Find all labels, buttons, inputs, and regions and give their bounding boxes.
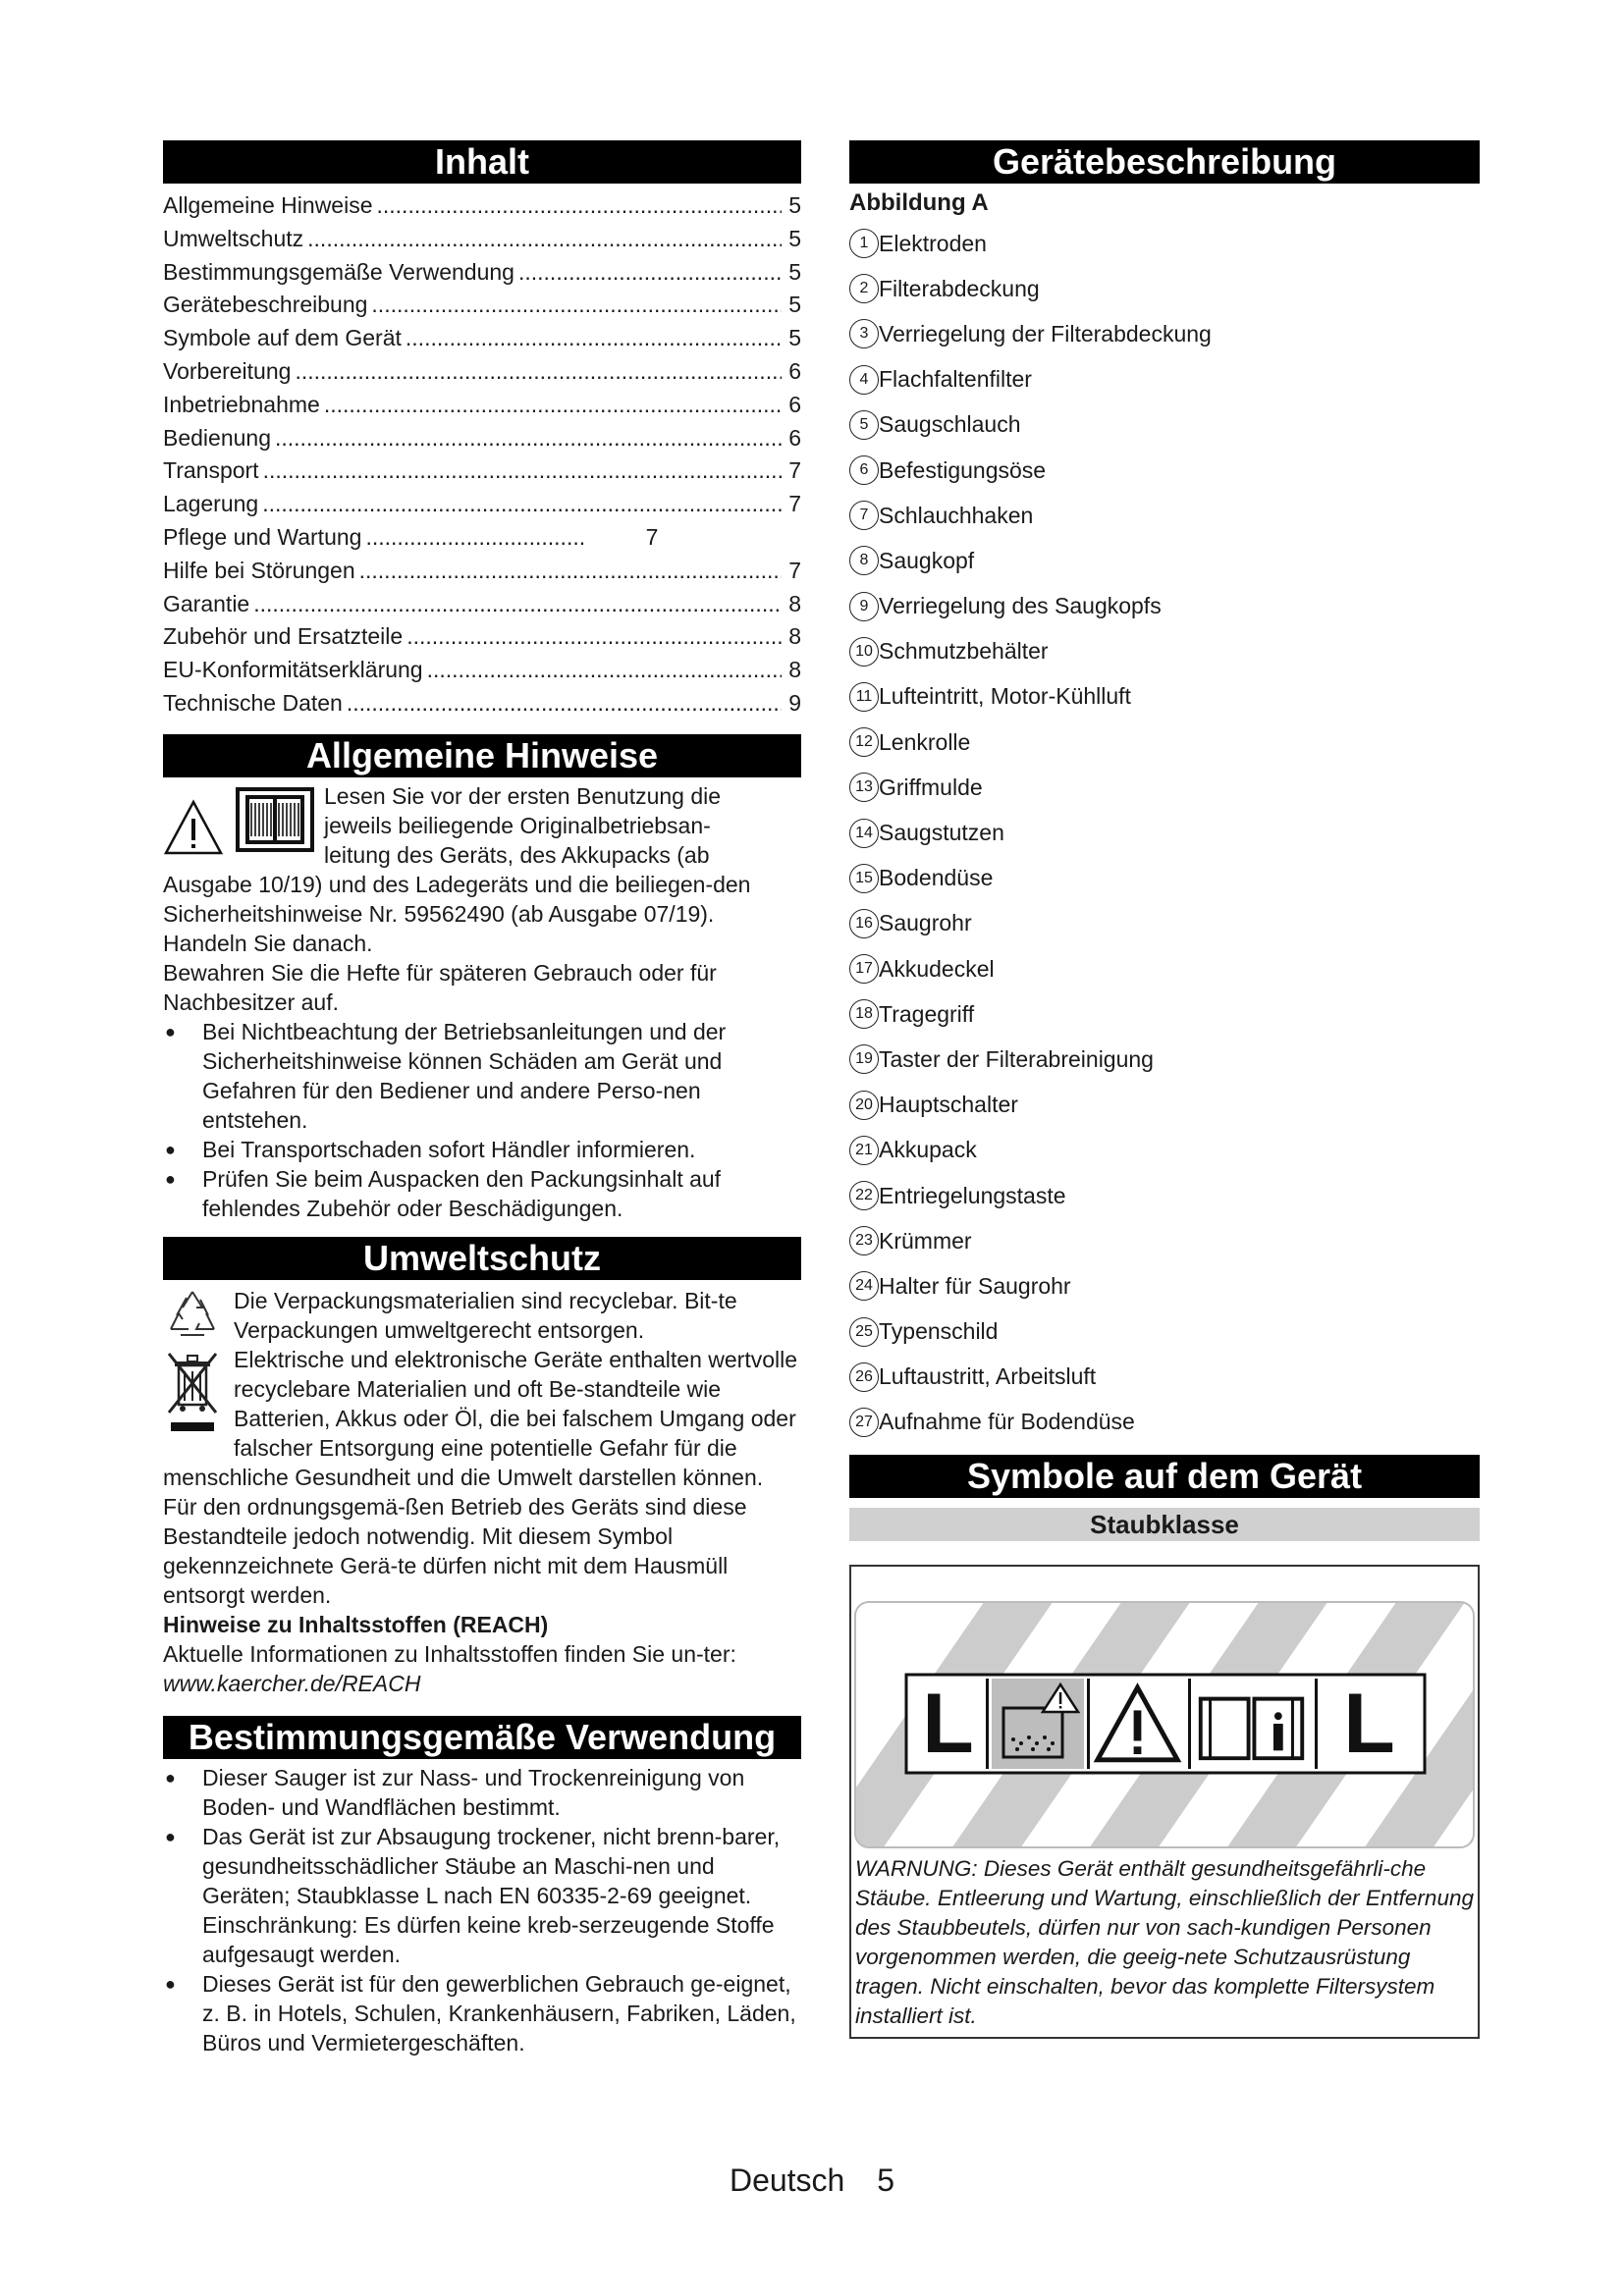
list-item — [849, 946, 1480, 991]
toc-entry-page: 6 — [788, 391, 801, 417]
item-label: Verriegelung des Saugkopfs — [879, 593, 1162, 619]
list-item: ● Bei Transportschaden sofort Händler informieren. — [163, 1135, 801, 1164]
item-number-badge: 10 — [849, 637, 879, 667]
general-notes-body — [163, 781, 801, 1223]
list-item: ● Dieses Gerät ist für den gewerblichen Gebrauch ge-eignet, z. B. in Hotels, Schulen, Krankenhäusern, Fabriken, Läden, Büros und Vermietergeschäften. — [163, 1969, 801, 2057]
list-item — [849, 311, 1480, 356]
toc-entry-page: 5 — [788, 258, 801, 285]
toc-leader-dots — [359, 555, 782, 588]
list-item — [849, 1355, 1480, 1400]
list-item — [849, 266, 1480, 311]
table-of-contents — [163, 189, 801, 721]
toc-entry-label: Inbetriebnahme — [163, 391, 320, 417]
item-number-badge: 3 — [849, 319, 879, 348]
item-number-badge: 2 — [849, 274, 879, 303]
toc-leader-dots — [307, 223, 782, 256]
environment-electronics: Elektrische und elektronische Geräte enthalten wertvolle recyclebare Materialien und oft Be-standteile wie Batterien, Akkus oder Öl, die bei falschem Umgang oder falscher Entsorgung eine potentielle Gefahr für die menschliche Gesundheit und die Umwelt darstellen können. Für den ordnungsgemä-ßen Betrieb des Geräts sind diese Bestandteile jedoch notwendig. Mit diesem Symbol gekennzeichnete Gerä-te dürfen nicht mit dem Hausmüll entsorgt werden. — [163, 1346, 798, 1608]
left-column — [163, 140, 801, 2057]
list-item: ● Prüfen Sie beim Auspacken den Packungsinhalt auf fehlendes Zubehör oder Beschädigungen. — [163, 1164, 801, 1223]
item-label: Saugrohr — [879, 910, 972, 936]
toc-entry-page: 8 — [788, 590, 801, 616]
toc-entry[interactable] — [163, 654, 801, 687]
item-label: Taster der Filterabreinigung — [879, 1045, 1154, 1072]
toc-entry-page: 6 — [788, 424, 801, 451]
list-item — [849, 1309, 1480, 1355]
environment-body — [163, 1286, 801, 1698]
item-label: Tragegriff — [879, 1000, 975, 1027]
item-label: Typenschild — [879, 1318, 999, 1345]
general-notes-section — [163, 734, 801, 1223]
toc-entry-page: 5 — [788, 325, 801, 351]
read-manual-icon — [236, 785, 314, 856]
page-footer — [0, 2163, 1624, 2199]
list-item — [849, 901, 1480, 946]
list-item — [849, 448, 1480, 493]
dust-class-l-left: L — [910, 1679, 989, 1769]
reach-text: Aktuelle Informationen zu Inhaltsstoffen finden Sie un-ter: www.kaercher.de/REACH — [163, 1640, 736, 1696]
item-label: Elektroden — [879, 230, 987, 256]
item-label: Aufnahme für Bodendüse — [879, 1409, 1135, 1435]
toc-leader-dots — [518, 256, 782, 290]
warning-triangle-icon — [1087, 1679, 1185, 1769]
list-item — [849, 1218, 1480, 1263]
item-label: Akkudeckel — [879, 955, 995, 982]
dust-container-icon — [992, 1679, 1084, 1769]
item-number-badge: 19 — [849, 1044, 879, 1074]
environment-heading: Umweltschutz — [163, 1237, 801, 1280]
list-item — [849, 1173, 1480, 1218]
item-label: Luftaustritt, Arbeitsluft — [879, 1363, 1097, 1390]
general-keep-note: Bewahren Sie die Hefte für späteren Gebrauch oder für Nachbesitzer auf. — [163, 959, 717, 1015]
toc-entry-page: 7 — [788, 557, 801, 583]
warning-manual-icons — [163, 785, 314, 856]
general-notes-heading: Allgemeine Hinweise — [163, 734, 801, 777]
list-item — [849, 674, 1480, 720]
dust-class-label — [849, 1565, 1480, 2039]
item-number-badge: 5 — [849, 410, 879, 440]
toc-entry[interactable] — [163, 223, 801, 256]
item-label: Bodendüse — [879, 865, 994, 891]
list-item — [849, 402, 1480, 448]
recycling-icon — [163, 1286, 222, 1343]
symbols-heading: Symbole auf dem Gerät — [849, 1455, 1480, 1498]
reach-heading: Hinweise zu Inhaltsstoffen (REACH) — [163, 1611, 549, 1637]
toc-leader-dots — [262, 488, 782, 521]
item-label: Saugstutzen — [879, 820, 1004, 846]
item-number-badge: 8 — [849, 546, 879, 575]
toc-entry[interactable] — [163, 355, 801, 389]
item-label: Hauptschalter — [879, 1092, 1018, 1118]
toc-entry-page: 7 — [645, 523, 659, 550]
list-item — [849, 538, 1480, 583]
toc-entry-label: Zubehör und Ersatzteile — [163, 623, 404, 650]
toc-entry-label: Pflege und Wartung — [163, 523, 362, 550]
page-number: 5 — [877, 2163, 895, 2198]
toc-entry-page: 8 — [788, 623, 801, 650]
item-number-badge: 26 — [849, 1362, 879, 1392]
item-number-badge: 17 — [849, 954, 879, 984]
item-label: Saugschlauch — [879, 411, 1021, 438]
item-number-badge: 4 — [849, 365, 879, 395]
toc-entry-page: 8 — [788, 657, 801, 683]
item-number-badge: 16 — [849, 909, 879, 938]
item-label: Saugkopf — [879, 547, 975, 573]
list-item — [849, 810, 1480, 855]
toc-entry[interactable] — [163, 454, 801, 488]
list-item: ● Bei Nichtbeachtung der Betriebsanleitungen und der Sicherheitshinweise können Schäden am Gerät und Gefahren für den Bediener und andere Perso-nen entstehen. — [163, 1017, 801, 1135]
component-list — [849, 221, 1480, 1445]
item-number-badge: 6 — [849, 455, 879, 485]
toc-leader-dots — [365, 521, 587, 555]
dust-warning-text: WARNUNG: Dieses Gerät enthält gesundheitsgefährli-che Stäube. Entleerung und Wartung, einschließlich der Entfernung des Staubbeutels, dürfen nur von sach-kundigen Personen vorgenommen werden, die geeig-nete Schutzausrüstung tragen. Nicht einschalten, bevor das komplette Filtersystem installiert ist. — [855, 1856, 1474, 2029]
figure-label: Abbildung A — [849, 189, 989, 216]
item-number-badge: 21 — [849, 1136, 879, 1165]
item-number-badge: 20 — [849, 1091, 879, 1120]
toc-leader-dots — [324, 389, 782, 422]
toc-entry[interactable] — [163, 322, 801, 355]
dust-class-heading: Staubklasse — [849, 1508, 1480, 1541]
toc-leader-dots — [253, 588, 782, 621]
toc-leader-dots — [371, 289, 782, 322]
toc-entry-label: Gerätebeschreibung — [163, 292, 368, 318]
reach-link[interactable]: www.kaercher.de/REACH — [163, 1670, 421, 1696]
item-label: Filterabdeckung — [879, 275, 1040, 301]
item-number-badge: 14 — [849, 819, 879, 848]
item-number-badge: 7 — [849, 501, 879, 530]
item-label: Griffmulde — [879, 774, 983, 800]
item-label: Befestigungsöse — [879, 456, 1047, 483]
toc-entry[interactable] — [163, 422, 801, 455]
toc-entry-label: Transport — [163, 457, 259, 484]
intended-use-heading: Bestimmungsgemäße Verwendung — [163, 1716, 801, 1759]
toc-entry-label: Bedienung — [163, 424, 271, 451]
item-label: Lufteintritt, Motor-Kühlluft — [879, 683, 1131, 710]
toc-entry[interactable] — [163, 521, 801, 555]
toc-entry-label: Vorbereitung — [163, 357, 292, 384]
toc-leader-dots — [295, 355, 782, 389]
toc-entry-page: 5 — [788, 292, 801, 318]
item-label: Halter für Saugrohr — [879, 1272, 1071, 1299]
toc-leader-dots — [427, 654, 782, 687]
dust-class-l-right: L — [1315, 1679, 1421, 1769]
list-item — [849, 720, 1480, 765]
list-item — [849, 629, 1480, 674]
list-item: ● Das Gerät ist zur Absaugung trockener, nicht brenn-barer, gesundheitsschädlicher Stäube an Maschi-nen und Geräten; Staubklasse L nach EN 60335-2-69 geeignet. Einschränkung: Es dürfen keine kreb-serzeugende Stoffe aufgesaugt werden. — [163, 1822, 801, 1969]
general-intro: Lesen Sie vor der ersten Benutzung die jeweils beiliegende Originalbetriebsan- leitung des Geräts, des Akkupacks (ab — [324, 782, 722, 868]
read-manual-icon — [1188, 1679, 1312, 1769]
item-label: Krümmer — [879, 1227, 972, 1254]
item-number-badge: 13 — [849, 773, 879, 802]
footer-language: Deutsch — [729, 2163, 845, 2198]
item-number-badge: 9 — [849, 592, 879, 621]
item-number-badge: 25 — [849, 1317, 879, 1347]
list-item — [849, 493, 1480, 538]
toc-entry-label: Symbole auf dem Gerät — [163, 325, 402, 351]
general-intro-rest: Ausgabe 10/19) und des Ladegeräts und die beiliegen-den Sicherheitshinweise Nr. 59562490 (ab Ausgabe 07/19). Handeln Sie danach. — [163, 871, 751, 956]
toc-entry[interactable] — [163, 687, 801, 721]
toc-leader-dots — [275, 422, 782, 455]
toc-entry[interactable] — [163, 289, 801, 322]
toc-entry-page: 7 — [788, 457, 801, 484]
item-number-badge: 1 — [849, 229, 879, 258]
list-item — [849, 1263, 1480, 1308]
right-column — [849, 140, 1480, 2039]
toc-entry-page: 6 — [788, 357, 801, 384]
toc-entry[interactable] — [163, 588, 801, 621]
toc-entry-label: Technische Daten — [163, 689, 343, 716]
toc-entry-label: Lagerung — [163, 491, 259, 517]
list-item — [849, 357, 1480, 402]
toc-entry-page: 5 — [788, 192, 801, 218]
item-number-badge: 12 — [849, 727, 879, 757]
dust-class-graphic — [851, 1567, 1478, 1851]
item-label: Flachfaltenfilter — [879, 366, 1032, 393]
environment-packaging: Die Verpackungsmaterialien sind recyclebar. Bit-te Verpackungen umweltgerecht entsorgen. — [234, 1287, 737, 1343]
item-label: Lenkrolle — [879, 728, 971, 755]
item-number-badge: 24 — [849, 1271, 879, 1301]
environment-section — [163, 1237, 801, 1698]
toc-entry-label: Hilfe bei Störungen — [163, 557, 355, 583]
toc-leader-dots — [263, 454, 782, 488]
toc-leader-dots — [406, 620, 782, 654]
toc-entry[interactable] — [163, 189, 801, 223]
item-number-badge: 23 — [849, 1226, 879, 1255]
toc-entry[interactable] — [163, 488, 801, 521]
toc-entry-page: 5 — [788, 225, 801, 251]
list-item — [849, 584, 1480, 629]
item-label: Schmutzbehälter — [879, 638, 1049, 665]
toc-entry-label: EU-Konformitätserklärung — [163, 657, 423, 683]
toc-entry-page: 9 — [788, 689, 801, 716]
list-item — [849, 765, 1480, 810]
description-heading: Gerätebeschreibung — [849, 140, 1480, 184]
toc-entry-label: Allgemeine Hinweise — [163, 192, 373, 218]
intended-use-section — [163, 1716, 801, 2057]
item-label: Entriegelungstaste — [879, 1182, 1066, 1208]
toc-heading: Inhalt — [163, 140, 801, 184]
list-item — [849, 1037, 1480, 1082]
list-item — [849, 991, 1480, 1037]
environment-icons — [163, 1286, 224, 1443]
toc-entry-label: Umweltschutz — [163, 225, 304, 251]
list-item — [849, 1400, 1480, 1445]
toc-entry[interactable] — [163, 256, 801, 290]
list-item — [849, 221, 1480, 266]
item-label: Verriegelung der Filterabdeckung — [879, 320, 1212, 347]
crossed-bin-icon — [163, 1350, 222, 1438]
item-number-badge: 22 — [849, 1181, 879, 1210]
warning-triangle-icon — [163, 799, 224, 856]
item-number-badge: 27 — [849, 1408, 879, 1437]
toc-entry-label: Garantie — [163, 590, 250, 616]
item-label: Akkupack — [879, 1137, 977, 1163]
list-item — [849, 1083, 1480, 1128]
toc-entry[interactable] — [163, 389, 801, 422]
toc-leader-dots — [406, 322, 782, 355]
toc-entry[interactable] — [163, 555, 801, 588]
list-item — [849, 1128, 1480, 1173]
toc-leader-dots — [347, 687, 782, 721]
item-number-badge: 18 — [849, 999, 879, 1029]
list-item — [849, 856, 1480, 901]
item-number-badge: 15 — [849, 864, 879, 893]
toc-entry-label: Bestimmungsgemäße Verwendung — [163, 258, 514, 285]
list-item: ● Dieser Sauger ist zur Nass- und Trockenreinigung von Boden- und Wandflächen bestimmt. — [163, 1763, 801, 1822]
toc-leader-dots — [377, 189, 783, 223]
item-number-badge: 11 — [849, 682, 879, 712]
item-label: Schlauchhaken — [879, 502, 1034, 528]
toc-entry-page: 7 — [788, 491, 801, 517]
toc-entry[interactable] — [163, 620, 801, 654]
